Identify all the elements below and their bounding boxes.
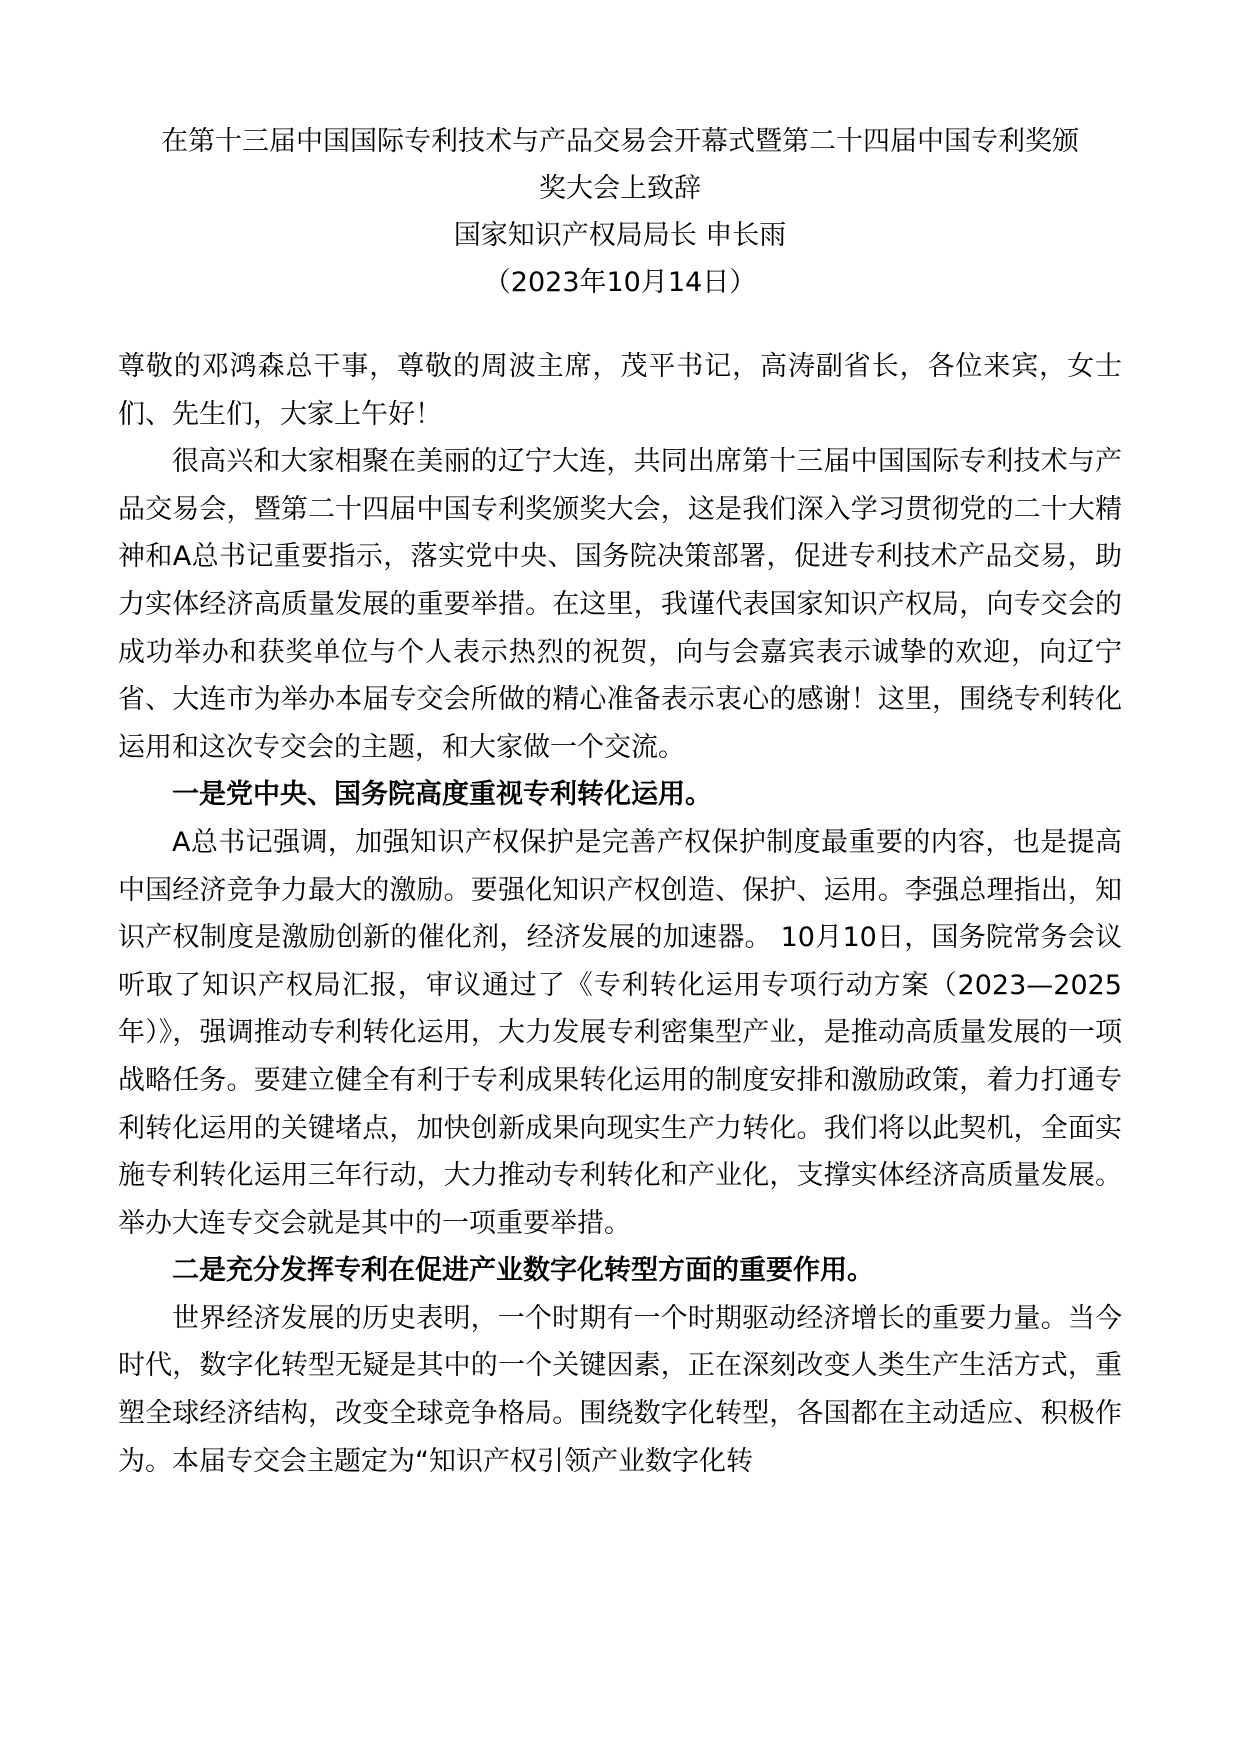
document-title-line-2: 奖大会上致辞 xyxy=(539,173,701,204)
section-heading-1: 一是党中央、国务院高度重视专利转化运用。 xyxy=(172,779,712,811)
spacer xyxy=(118,306,1122,343)
speaker-line: 国家知识产权局局长 申长雨 xyxy=(453,220,787,251)
section-1-paragraph: A总书记强调，加强知识产权保护是完善产权保护制度最重要的内容，也是提高中国经济竞争力最大的激励。要强化知识产权创造、保护、运用。李强总理指出，知识产权制度是激励创新的催化剂，经济发展的加速器。 10月10日，国务院常务会议听取了知识产权局汇报，审议通过了《专利转化运用专项行动方案（2023—2025年）》，强调推动专利转化运用，大力发展专利密集型产业，是推动高质量发展的一项战略任务。要建立健全有利于专利成果转化运用的制度安排和激励政策，着力打通专利转化运用的关键堵点，加快创新成果向现实生产力转化。我们将以此契机，全面实施专利转化运用三年行动，大力推动专利转化和产业化，支撑实体经济高质量发展。举办大连专交会就是其中的一项重要举措。 xyxy=(118,826,1122,1239)
section-heading-2: 二是充分发挥专利在促进产业数字化转型方面的重要作用。 xyxy=(172,1255,874,1287)
title-block xyxy=(118,118,1122,306)
date-line: （2023年10月14日） xyxy=(483,267,757,298)
document-title-line-1: 在第十三届中国国际专利技术与产品交易会开幕式暨第二十四届中国专利奖颁 xyxy=(161,126,1079,157)
intro-paragraph: 很高兴和大家相聚在美丽的辽宁大连，共同出席第十三届中国国际专利技术与产品交易会，暨第二十四届中国专利奖颁奖大会，这是我们深入学习贯彻党的二十大精神和A总书记重要指示，落实党中央、国务院决策部署，促进专利技术产品交易，助力实体经济高质量发展的重要举措。在这里，我谨代表国家知识产权局，向专交会的成功举办和获奖单位与个人表示热烈的祝贺，向与会嘉宾表示诚挚的欢迎，向辽宁省、大连市为举办本届专交会所做的精心准备表示衷心的感谢！这里，围绕专利转化运用和这次专交会的主题，和大家做一个交流。 xyxy=(118,446,1122,763)
document-page xyxy=(118,118,1122,1485)
salutation-paragraph: 尊敬的邓鸿森总干事，尊敬的周波主席，茂平书记，高涛副省长，各位来宾，女士们、先生们，大家上午好！ xyxy=(118,351,1122,430)
document-body xyxy=(118,343,1122,1485)
section-2-paragraph: 世界经济发展的历史表明，一个时期有一个时期驱动经济增长的重要力量。当今时代，数字化转型无疑是其中的一个关键因素，正在深刻改变人类生产生活方式，重塑全球经济结构，改变全球竞争格局。围绕数字化转型，各国都在主动适应、积极作为。本届专交会主题定为“知识产权引领产业数字化转 xyxy=(118,1302,1122,1477)
